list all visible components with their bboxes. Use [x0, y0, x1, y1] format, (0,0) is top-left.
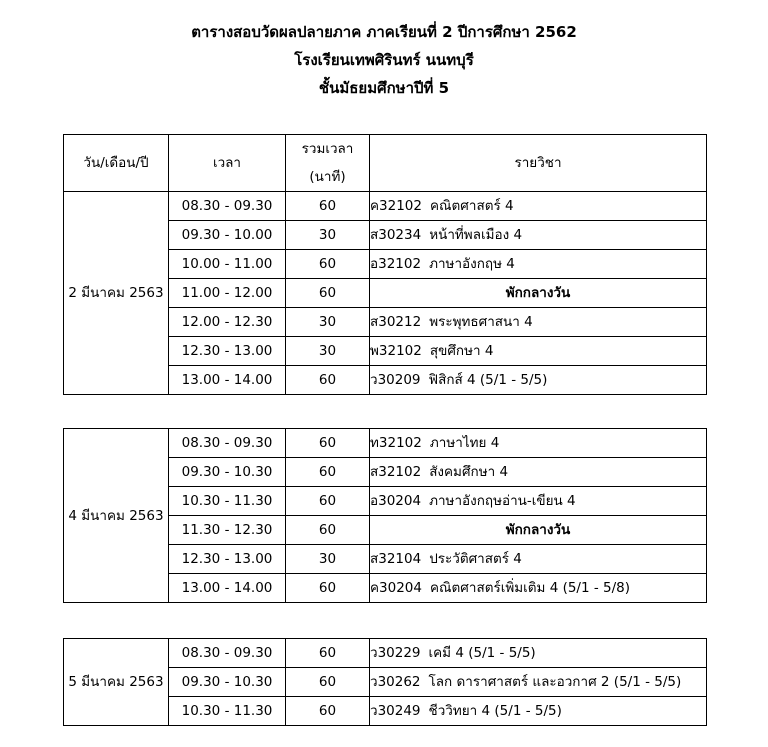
duration-minutes: 30 — [286, 337, 370, 366]
duration-minutes: 30 — [286, 308, 370, 337]
subject-cell — [370, 192, 707, 221]
table-row — [64, 192, 707, 221]
schedule-table-day-3 — [63, 638, 707, 726]
subject-code: พ32102 — [370, 343, 422, 359]
subject-cell — [370, 337, 707, 366]
grade-level: ชั้นมัธยมศึกษาปีที่ 5 — [318, 79, 450, 97]
subject-name: ภาษาไทย 4 — [429, 435, 500, 451]
duration-minutes: 60 — [286, 574, 370, 603]
duration-header-line1: รวมเวลา — [301, 141, 354, 157]
column-header-duration — [286, 135, 370, 192]
subject-name: ประวัติศาสตร์ 4 — [429, 551, 522, 567]
time-slot: 10.00 - 11.00 — [169, 250, 286, 279]
exam-date: 2 มีนาคม 2563 — [64, 192, 169, 395]
time-slot: 08.30 - 09.30 — [169, 639, 286, 668]
schedule-table-day-2 — [63, 428, 707, 603]
duration-minutes: 30 — [286, 545, 370, 574]
subject-code: ส30212 — [370, 314, 422, 330]
duration-minutes: 60 — [286, 192, 370, 221]
subject-name: คณิตศาสตร์เพิ่มเติม 4 (5/1 - 5/8) — [429, 580, 631, 596]
subject-cell — [370, 639, 707, 668]
time-slot: 09.30 - 10.00 — [169, 221, 286, 250]
subject-code: ค30204 — [370, 580, 422, 596]
table-row — [64, 639, 707, 668]
time-slot: 08.30 - 09.30 — [169, 429, 286, 458]
duration-minutes: 60 — [286, 639, 370, 668]
column-header-date: วัน/เดือน/ปี — [64, 135, 169, 192]
school-name: โรงเรียนเทพศิรินทร์ นนทบุรี — [294, 51, 474, 69]
schedule-table-day-1 — [63, 134, 707, 395]
time-slot: 10.30 - 11.30 — [169, 697, 286, 726]
subject-cell — [370, 545, 707, 574]
subject-code: ว30229 — [370, 645, 421, 661]
subject-code: ว30209 — [370, 372, 421, 388]
time-slot: 12.00 - 12.30 — [169, 308, 286, 337]
subject-name: สังคมศึกษา 4 — [429, 464, 509, 480]
subject-code: อ30204 — [370, 493, 422, 509]
subject-cell — [370, 458, 707, 487]
time-slot: 08.30 - 09.30 — [169, 192, 286, 221]
duration-minutes: 60 — [286, 458, 370, 487]
document-header — [0, 18, 768, 102]
subject-code: ค32102 — [370, 198, 422, 214]
time-slot: 12.30 - 13.00 — [169, 337, 286, 366]
subject-cell — [370, 668, 707, 697]
subject-cell — [370, 574, 707, 603]
lunch-break: พักกลางวัน — [370, 516, 707, 545]
exam-date: 4 มีนาคม 2563 — [64, 429, 169, 603]
time-slot: 12.30 - 13.00 — [169, 545, 286, 574]
subject-cell — [370, 366, 707, 395]
subject-cell — [370, 308, 707, 337]
subject-cell — [370, 487, 707, 516]
subject-code: ส32104 — [370, 551, 422, 567]
time-slot: 13.00 - 14.00 — [169, 574, 286, 603]
subject-code: ส30234 — [370, 227, 422, 243]
subject-code: ว30249 — [370, 703, 421, 719]
duration-minutes: 60 — [286, 429, 370, 458]
subject-name: พระพุทธศาสนา 4 — [429, 314, 533, 330]
column-header-subject: รายวิชา — [370, 135, 707, 192]
duration-minutes: 60 — [286, 366, 370, 395]
subject-cell — [370, 221, 707, 250]
subject-name: โลก ดาราศาสตร์ และอวกาศ 2 (5/1 - 5/5) — [428, 674, 682, 690]
duration-minutes: 60 — [286, 487, 370, 516]
duration-minutes: 30 — [286, 221, 370, 250]
exam-date: 5 มีนาคม 2563 — [64, 639, 169, 726]
subject-code: ว30262 — [370, 674, 421, 690]
exam-title: ตารางสอบวัดผลปลายภาค ภาคเรียนที่ 2 ปีการศึกษา 2562 — [191, 23, 577, 41]
time-slot: 11.30 - 12.30 — [169, 516, 286, 545]
lunch-break: พักกลางวัน — [370, 279, 707, 308]
duration-header-line2: (นาที) — [309, 169, 346, 185]
time-slot: 09.30 - 10.30 — [169, 458, 286, 487]
duration-minutes: 60 — [286, 250, 370, 279]
subject-name: คณิตศาสตร์ 4 — [429, 198, 514, 214]
subject-name: ภาษาอังกฤษอ่าน-เขียน 4 — [429, 493, 576, 509]
table-header-row — [64, 135, 707, 192]
subject-cell — [370, 250, 707, 279]
subject-name: ชีววิทยา 4 (5/1 - 5/5) — [428, 703, 562, 719]
column-header-time: เวลา — [169, 135, 286, 192]
time-slot: 11.00 - 12.00 — [169, 279, 286, 308]
duration-minutes: 60 — [286, 668, 370, 697]
time-slot: 09.30 - 10.30 — [169, 668, 286, 697]
duration-minutes: 60 — [286, 516, 370, 545]
subject-code: ส32102 — [370, 464, 422, 480]
subject-name: สุขศึกษา 4 — [429, 343, 494, 359]
subject-name: หน้าที่พลเมือง 4 — [429, 227, 523, 243]
subject-name: เคมี 4 (5/1 - 5/5) — [428, 645, 536, 661]
table-row — [64, 429, 707, 458]
subject-cell — [370, 697, 707, 726]
subject-cell — [370, 429, 707, 458]
subject-name: ฟิสิกส์ 4 (5/1 - 5/5) — [428, 372, 548, 388]
duration-minutes: 60 — [286, 697, 370, 726]
duration-minutes: 60 — [286, 279, 370, 308]
time-slot: 13.00 - 14.00 — [169, 366, 286, 395]
time-slot: 10.30 - 11.30 — [169, 487, 286, 516]
subject-code: ท32102 — [370, 435, 422, 451]
subject-name: ภาษาอังกฤษ 4 — [429, 256, 515, 272]
subject-code: อ32102 — [370, 256, 422, 272]
